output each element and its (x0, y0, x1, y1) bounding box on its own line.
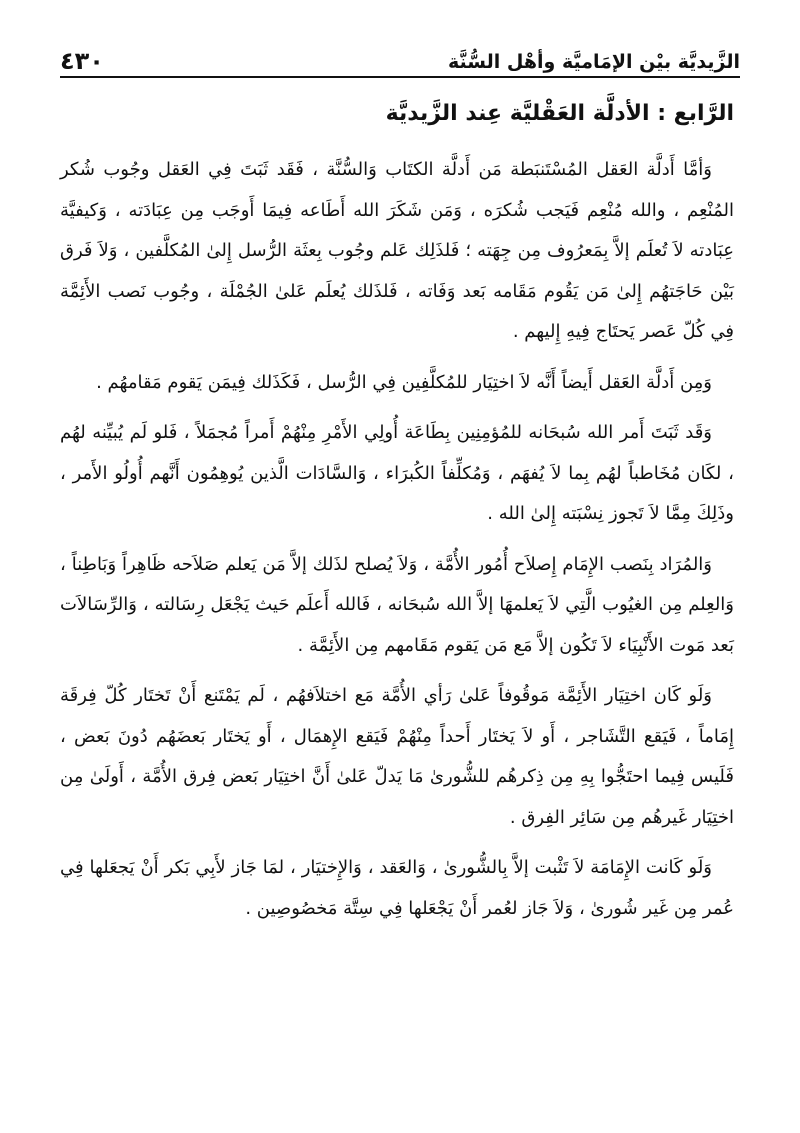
page-body (60, 92, 734, 939)
paragraph: وَلَو كَانت الإِمَامَة لاَ تَثْبت إلاَّ بِالشُّورىٰ ، وَالعَقد ، وَالإِختيَار ، لمَا جَاز لأَبِي بَكر أَنْ يَجعَلها فِي عُمر مِن غَير شُورىٰ ، وَلاَ جَاز لعُمر أَنْ يَجْعَلها فِي سِتَّة مَخصُوصِين . (60, 857, 734, 919)
paragraph: وَلَو كَان اختِيَار الأَئِمَّة مَوقُوفاً عَلىٰ رَأي الأُمَّة مَع اختلاَفهُم ، لَم يَمْتَنع أَنْ تَختَار كُلّ فِرقَة إِمَاماً ، فَيَقع التَّشَاجر ، أَو لاَ يَختَار أَحداً مِنْهُمْ فَيَقع الإِهمَال ، أَو يَختَار بَعضَهُم دُونَ بَعض ، فَلَيس فِيما احتَجُّوا بِهِ مِن ذِكرهُم للشُّورىٰ مَا يَدلّ عَلىٰ أَنَّ اختِيَار بَعض فِرق الأُمَّة ، أَولَىٰ مِن اختِيَار غَيرهُم مِن سَائِر الفِرق . (60, 685, 734, 828)
section-heading: الرَّابع : الأدلَّة العَقْليَّة عِند الزَّيديَّة (385, 101, 734, 126)
header-divider (60, 76, 740, 78)
paragraph: وَالمُرَاد بِنَصب الإِمَام إِصلاَح أُمُور الأُمَّة ، وَلاَ يُصلح لذَلك إلاَّ مَن يَعلم صَلاَحه ظَاهِراً وَبَاطِناً ، وَالعِلم مِن الغيُوب الَّتِي لاَ يَعلمهَا إلاَّ الله سُبحَانه ، فَالله أَعلَم حَيث يَجْعَل رِسَالته ، وَالرِّسَالاَت بَعد مَوت الأَنْبِيَاء لاَ تَكُون إلاَّ مَع مَن يَقوم مَقَامهم مِن الأَئِمَّة . (60, 553, 734, 656)
paragraph: وَمِن أَدلَّة العَقل أَيضاً أَنَّه لاَ اختِيَار للمُكلَّفِين فِي الرُّسل ، فَكَذَلك فِيمَن يَقوم مَقامهُم . (96, 371, 712, 393)
running-header (60, 30, 740, 74)
page-number: ٤٣٠ (60, 46, 104, 75)
paragraph: وَقَد ثَبَتَ أَمر الله سُبحَانه للمُؤمِنِين بِطَاعَة أُولِي الأَمْرِ مِنْهُمْ أَمراً مُجمَلاً ، فَلو لَم يُبيِّنه لهُم ، لكَان مُخَاطباً لهُم بِما لاَ يُفهَم ، وَمُكلِّفاً الكُبرَاء ، وَالسَّادَات الَّذين يُوهِمُون أَنَّهم أُولُو الأَمر ، وذَلِكَ مِمَّا لاَ تَجوز نِسْبَته إِلىٰ الله . (60, 422, 734, 524)
running-header-title: الزَّيديَّة بيْن الإمَاميَّة وأهْل السُّنَّة (448, 51, 740, 74)
paragraph: وَأمَّا أَدلَّة العَقل المُسْتَنبَطة مَن أَدلَّة الكتَاب وَالسُّنَّة ، فَقَد ثَبَتَ فِي العَقل وجُوب شُكر المُنْعِم ، والله مُنْعِم فَيَجب شُكرَه ، وَمَن شَكَرَ الله أَطَاعه فِيمَا أَوجَب مِن عِبَادَته ، وَكيفيَّة عِبَادته لاَ تُعلَم إلاَّ بِمَعرُوف مِن جِهَته ؛ فَلذَلِك عَلم وجُوب بِعثَة الرُّسل إِلىٰ المُكلَّفين ، وَلاَ فَرق بَيْن حَاجَتهُم إِلىٰ مَن يَقُوم مَقَامه بَعد وَفَاته ، فَلذَلك يُعلَم عَلىٰ الجُمْلَة ، وجُوب نَصب الأَئِمَّة فِي كُلّ عَصر يَحتَاج فِيهِ إِليهم . (60, 159, 734, 342)
